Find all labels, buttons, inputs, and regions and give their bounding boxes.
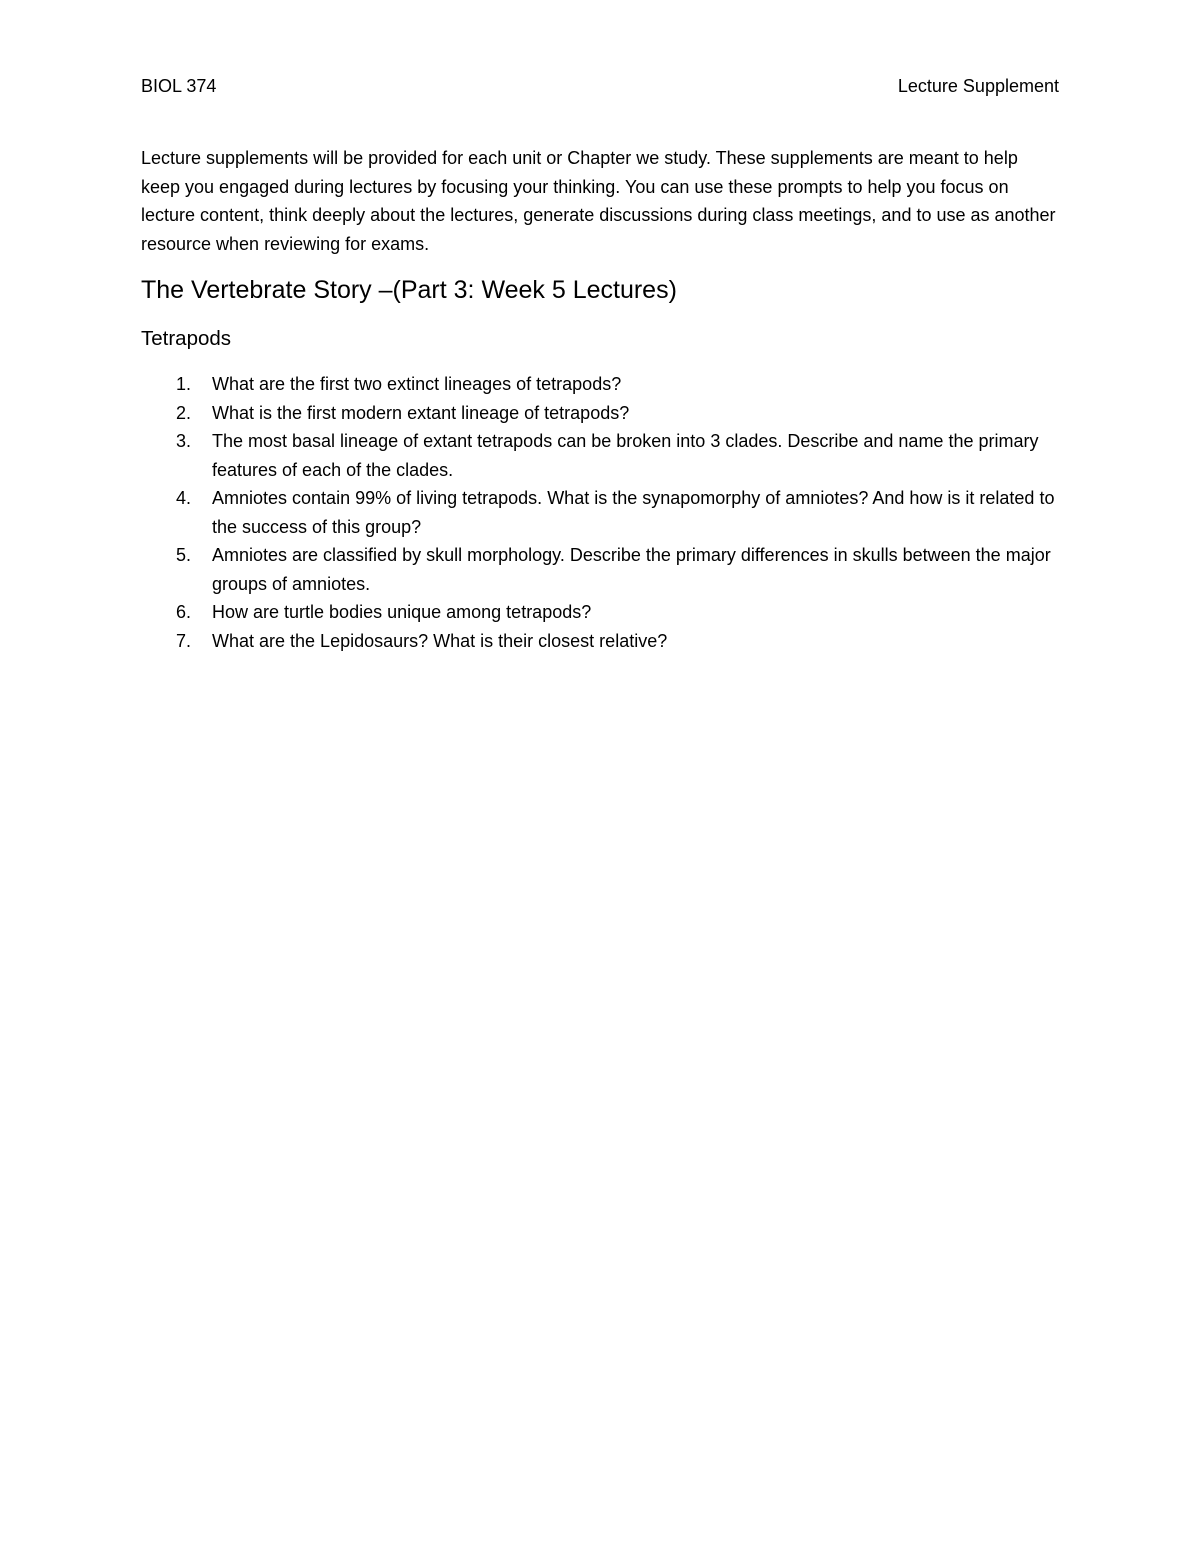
list-item-number: 5. bbox=[176, 545, 192, 565]
list-item-text: What are the Lepidosaurs? What is their closest relative? bbox=[212, 630, 668, 651]
header-course: BIOL 374 bbox=[141, 76, 217, 96]
list-item-text: How are turtle bodies unique among tetrapods? bbox=[212, 602, 592, 622]
list-item bbox=[141, 370, 1061, 399]
list-item-text: What is the first modern extant lineage of tetrapods? bbox=[212, 402, 630, 423]
list-item-number: 7. bbox=[176, 630, 192, 651]
question-list bbox=[141, 370, 1061, 655]
list-item bbox=[141, 541, 1061, 598]
list-item-number: 2. bbox=[176, 402, 192, 423]
list-item bbox=[141, 399, 1061, 428]
header-doc-type: Lecture Supplement bbox=[897, 76, 1059, 96]
list-item-number: 6. bbox=[176, 602, 192, 622]
list-item bbox=[141, 598, 1061, 627]
list-item bbox=[141, 484, 1061, 541]
intro-paragraph: Lecture supplements will be provided for each unit or Chapter we study. These supplements are meant to help keep you engaged during lectures by focusing your thinking. You can use these prompts to help you focus on lecture content, think deeply about the lectures, generate discussions during class meetings, and to use as another resource when reviewing for exams. bbox=[141, 148, 1056, 254]
section-title: The Vertebrate Story –(Part 3: Week 5 Lectures) bbox=[141, 276, 677, 304]
list-item bbox=[141, 627, 1061, 656]
list-item-text: Amniotes are classified by skull morphology. Describe the primary differences in skulls between the major groups of amniotes. bbox=[212, 545, 1051, 594]
subsection-title: Tetrapods bbox=[141, 327, 232, 350]
list-item-number: 3. bbox=[176, 431, 192, 451]
list-item bbox=[141, 427, 1061, 484]
list-item-text: Amniotes contain 99% of living tetrapods. What is the synapomorphy of amniotes? And how is it related to the success of this group? bbox=[212, 488, 1055, 537]
list-item-number: 1. bbox=[176, 374, 192, 394]
list-item-text: The most basal lineage of extant tetrapods can be broken into 3 clades. Describe and name the primary features of each of the clades. bbox=[212, 431, 1039, 480]
list-item-text: What are the first two extinct lineages of tetrapods? bbox=[212, 374, 622, 394]
list-item-number: 4. bbox=[176, 488, 192, 508]
